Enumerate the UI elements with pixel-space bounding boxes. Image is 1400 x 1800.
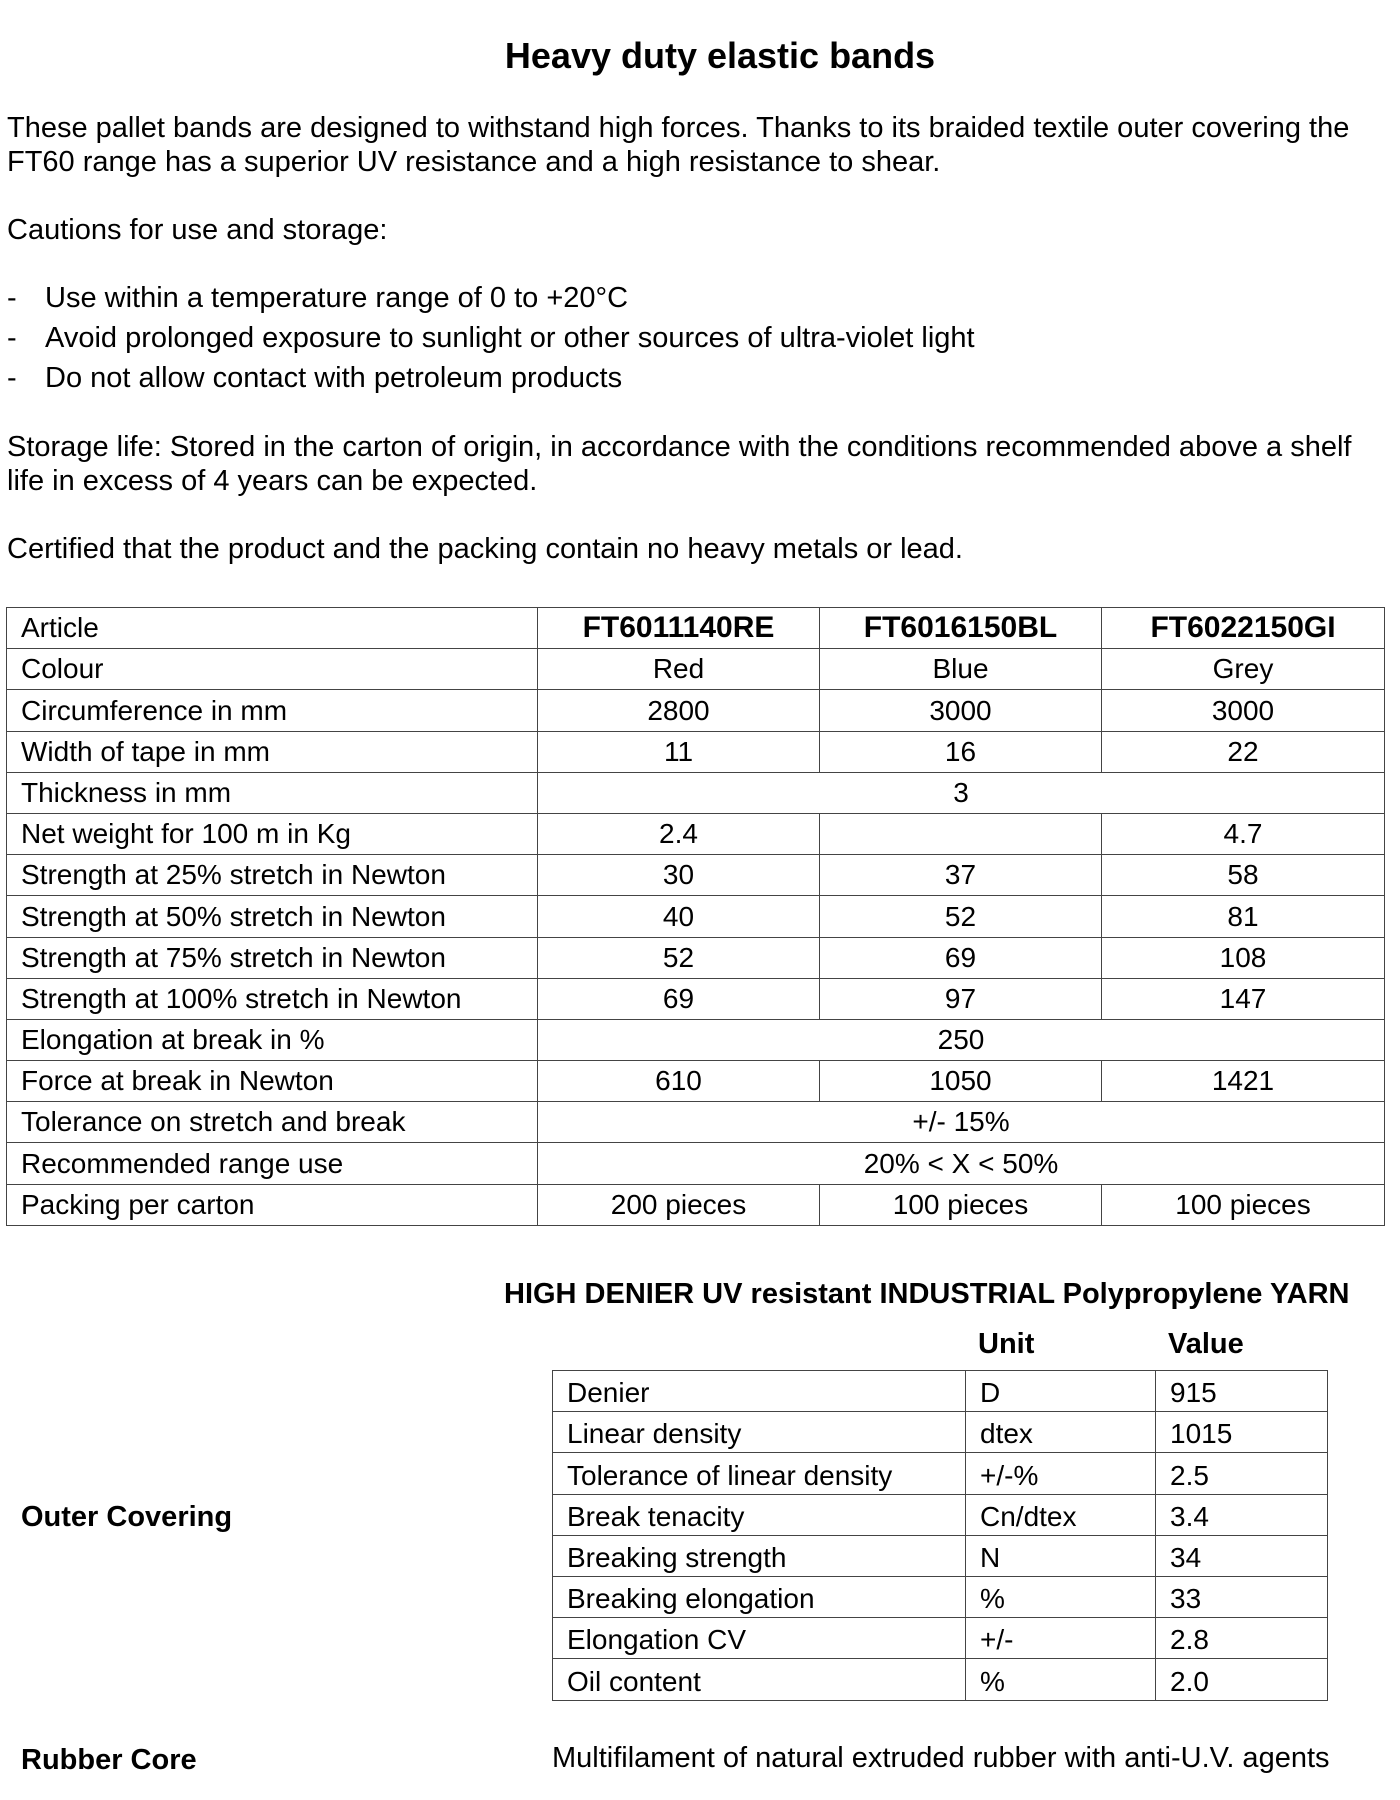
property-unit: +/- — [966, 1618, 1156, 1659]
cell-value: 97 — [820, 978, 1102, 1019]
bullet-dash: - — [7, 282, 17, 314]
merged-cell-value: +/- 15% — [538, 1102, 1385, 1143]
table-row — [7, 649, 1385, 690]
row-label: Strength at 75% stretch in Newton — [7, 937, 538, 978]
row-label: Circumference in mm — [7, 690, 538, 731]
cell-value: 69 — [820, 937, 1102, 978]
bullet-dash: - — [7, 322, 17, 354]
cell-value: 1050 — [820, 1061, 1102, 1102]
cell-value: 100 pieces — [1102, 1184, 1385, 1225]
rubber-core-description: Multifilament of natural extruded rubber with anti-U.V. agents — [552, 1742, 1330, 1774]
intro-paragraph: These pallet bands are designed to withstand high forces. Thanks to its braided textile outer covering the FT60 range has a superior UV resistance and a high resistance to shear. — [7, 112, 1350, 178]
table-row — [553, 1371, 1328, 1412]
property-name: Oil content — [553, 1659, 966, 1700]
cell-value: 30 — [538, 855, 820, 896]
cell-value: 3000 — [820, 690, 1102, 731]
property-name: Elongation CV — [553, 1618, 966, 1659]
property-name: Linear density — [553, 1412, 966, 1453]
cell-value: 610 — [538, 1061, 820, 1102]
cell-value: 69 — [538, 978, 820, 1019]
cell-value: 52 — [538, 937, 820, 978]
property-unit: % — [966, 1659, 1156, 1700]
row-label: Packing per carton — [7, 1184, 538, 1225]
row-label: Recommended range use — [7, 1143, 538, 1184]
property-name: Breaking elongation — [553, 1576, 966, 1617]
property-unit: dtex — [966, 1412, 1156, 1453]
row-label: Elongation at break in % — [7, 1019, 538, 1060]
table-row — [553, 1618, 1328, 1659]
unit-column-header: Unit — [978, 1328, 1035, 1360]
row-label: Strength at 50% stretch in Newton — [7, 896, 538, 937]
article-code: FT6016150BL — [820, 608, 1102, 649]
property-name: Tolerance of linear density — [553, 1453, 966, 1494]
row-label: Width of tape in mm — [7, 731, 538, 772]
yarn-properties-table — [552, 1370, 1328, 1701]
caution-item — [7, 281, 975, 321]
table-row — [7, 896, 1385, 937]
table-row — [7, 1061, 1385, 1102]
property-value: 3.4 — [1156, 1494, 1328, 1535]
cell-value: 52 — [820, 896, 1102, 937]
bullet-dash: - — [7, 362, 17, 394]
rubber-core-label: Rubber Core — [21, 1744, 197, 1776]
cell-value: 3000 — [1102, 690, 1385, 731]
cell-value: 108 — [1102, 937, 1385, 978]
table-row — [7, 937, 1385, 978]
table-row — [7, 855, 1385, 896]
cell-value: 200 pieces — [538, 1184, 820, 1225]
cell-value: 2800 — [538, 690, 820, 731]
table-row — [7, 1102, 1385, 1143]
cell-value: Grey — [1102, 649, 1385, 690]
row-label: Article — [7, 608, 538, 649]
table-row — [7, 772, 1385, 813]
cell-value — [820, 813, 1102, 854]
property-value: 33 — [1156, 1576, 1328, 1617]
property-unit: +/-% — [966, 1453, 1156, 1494]
cell-value: 22 — [1102, 731, 1385, 772]
article-code: FT6011140RE — [538, 608, 820, 649]
certification-paragraph: Certified that the product and the packing contain no heavy metals or lead. — [7, 533, 963, 565]
table-row — [553, 1494, 1328, 1535]
row-label: Strength at 100% stretch in Newton — [7, 978, 538, 1019]
table-row — [7, 731, 1385, 772]
property-value: 2.5 — [1156, 1453, 1328, 1494]
cautions-list — [7, 281, 975, 401]
caution-text: Use within a temperature range of 0 to +20°C — [45, 282, 629, 314]
page-title: Heavy duty elastic bands — [504, 35, 936, 76]
table-row — [7, 978, 1385, 1019]
cell-value: 81 — [1102, 896, 1385, 937]
table-row — [7, 1019, 1385, 1060]
property-unit: N — [966, 1535, 1156, 1576]
cell-value: 100 pieces — [820, 1184, 1102, 1225]
table-row — [553, 1453, 1328, 1494]
table-row — [553, 1576, 1328, 1617]
cautions-heading: Cautions for use and storage: — [7, 214, 388, 246]
row-label: Net weight for 100 m in Kg — [7, 813, 538, 854]
caution-item — [7, 361, 975, 401]
article-code: FT6022150GI — [1102, 608, 1385, 649]
property-value: 2.0 — [1156, 1659, 1328, 1700]
property-value: 2.8 — [1156, 1618, 1328, 1659]
property-unit: % — [966, 1576, 1156, 1617]
row-label: Tolerance on stretch and break — [7, 1102, 538, 1143]
property-name: Break tenacity — [553, 1494, 966, 1535]
property-name: Breaking strength — [553, 1535, 966, 1576]
cell-value: Blue — [820, 649, 1102, 690]
cell-value: 1421 — [1102, 1061, 1385, 1102]
cell-value: 16 — [820, 731, 1102, 772]
property-value: 1015 — [1156, 1412, 1328, 1453]
row-label: Colour — [7, 649, 538, 690]
cell-value: 37 — [820, 855, 1102, 896]
property-value: 34 — [1156, 1535, 1328, 1576]
cell-value: Red — [538, 649, 820, 690]
property-unit: Cn/dtex — [966, 1494, 1156, 1535]
outer-covering-label: Outer Covering — [21, 1501, 233, 1533]
storage-life-paragraph: Storage life: Stored in the carton of origin, in accordance with the conditions recommended above a shelf life in excess of 4 years can be expected. — [7, 431, 1352, 497]
merged-cell-value: 250 — [538, 1019, 1385, 1060]
caution-text: Do not allow contact with petroleum products — [45, 362, 623, 394]
cell-value: 40 — [538, 896, 820, 937]
spec-table — [6, 607, 1385, 1226]
caution-text: Avoid prolonged exposure to sunlight or other sources of ultra-violet light — [45, 322, 975, 354]
table-row — [553, 1535, 1328, 1576]
row-label: Thickness in mm — [7, 772, 538, 813]
cell-value: 2.4 — [538, 813, 820, 854]
merged-cell-value: 3 — [538, 772, 1385, 813]
table-row — [7, 608, 1385, 649]
cell-value: 11 — [538, 731, 820, 772]
table-row — [7, 1184, 1385, 1225]
cell-value: 58 — [1102, 855, 1385, 896]
value-column-header: Value — [1168, 1328, 1244, 1360]
row-label: Force at break in Newton — [7, 1061, 538, 1102]
yarn-title: HIGH DENIER UV resistant INDUSTRIAL Polypropylene YARN — [504, 1278, 1350, 1310]
table-row — [7, 690, 1385, 731]
caution-item — [7, 321, 975, 361]
table-row — [553, 1412, 1328, 1453]
row-label: Strength at 25% stretch in Newton — [7, 855, 538, 896]
cell-value: 4.7 — [1102, 813, 1385, 854]
cell-value: 147 — [1102, 978, 1385, 1019]
merged-cell-value: 20% < X < 50% — [538, 1143, 1385, 1184]
table-row — [7, 813, 1385, 854]
property-name: Denier — [553, 1371, 966, 1412]
property-unit: D — [966, 1371, 1156, 1412]
property-value: 915 — [1156, 1371, 1328, 1412]
table-row — [7, 1143, 1385, 1184]
table-row — [553, 1659, 1328, 1700]
